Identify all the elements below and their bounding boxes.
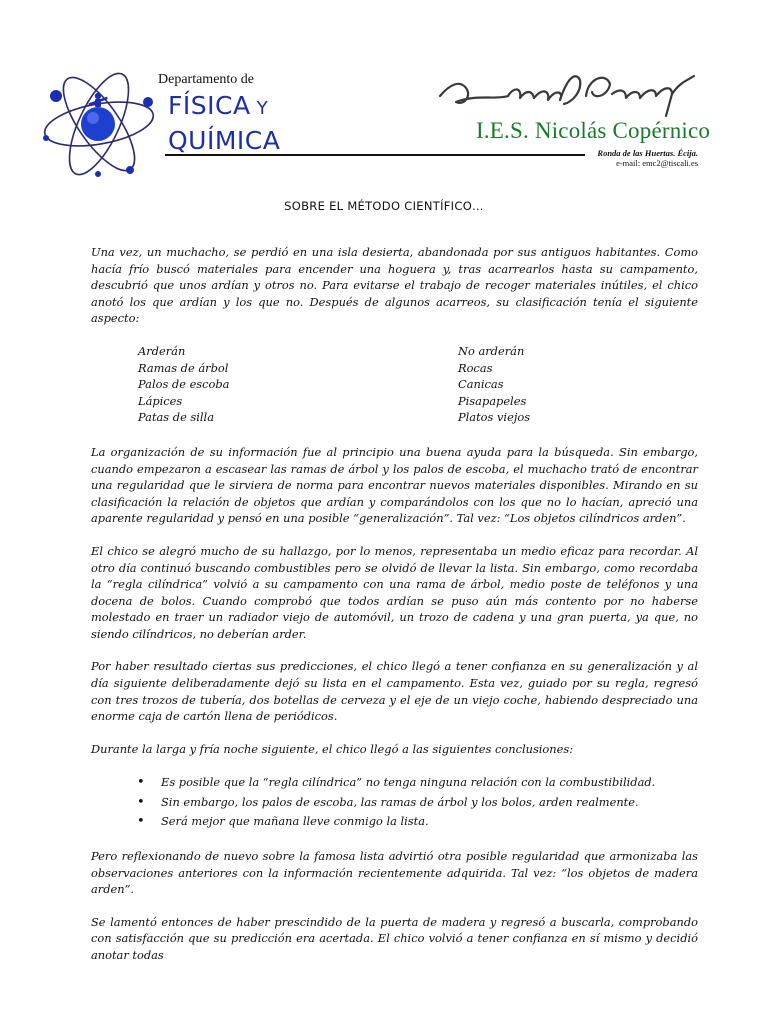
paragraph-7: Se lamentó entonces de haber prescindido de la puerta de madera y regresó a buscarla, comprobando con satisfacción que su predicción era acertada. El chico volvió a tener confianza en sí mismo y decidió anotar todas [91,914,698,962]
list-item: • Será mejor que mañana lleve conmigo la lista. [161,812,698,832]
header-divider [165,154,585,156]
list-item: • Sin embargo, los palos de escoba, las ramas de árbol y los bolos, arden realmente. [161,793,698,813]
paragraph-5: Durante la larga y fría noche siguiente, el chico llegó a las siguientes conclusiones: [91,741,574,756]
list-item: Patas de silla [138,410,214,425]
list-item: Lápices [138,393,183,408]
department-title [168,90,280,157]
paragraph-intro: Una vez, un muchacho, se perdió en una isla desierta, abandonada por sus antiguos habitantes. Como hacía frío buscó materiales para encender una hoguera y, tras acarrearlos hasta su campamento, descubrió que unos ardían y otros no. Para evitarse el trabajo de recoger materiales inútiles, el chico anotó los que ardían y los que no. Después de algunos acarreos, su clasificación tenía el siguiente aspecto: [91,245,698,326]
email-line: e-mail: emc2@tiscali.es [616,158,698,168]
signature-icon [436,66,698,118]
classification-table [91,343,698,426]
conclusions-list [91,773,698,832]
paragraph-3: El chico se alegró mucho de su hallazgo, por lo menos, representaba un medio eficaz para recordar. Al otro día continuó buscando combustibles pero se olvidó de llevar la lista. Sin embargo, como recordaba la “regla cilíndrica” volvió a su campamento con una rama de árbol, medio poste de teléfonos y una docena de bolos. Cuando comprobó que todos ardían se puso aún más contento por no haberse molestado en traer un radiador viejo de automóvil, un trozo de cadena y una gran puerta, ya que, no siendo cilíndricos, no deberían arder. [91,543,698,641]
list-item: Platos viejos [458,410,531,425]
atom-logo-icon [38,66,160,182]
list-item: Palos de escoba [138,377,230,392]
department-prefix: Departamento de [158,72,255,87]
noburn-list [458,343,530,426]
address-line: Ronda de las Huertas. Écija. [597,148,698,158]
document-title: SOBRE EL MÉTODO CIENTÍFICO… [284,199,484,213]
paragraph-4: Por haber resultado ciertas sus predicciones, el chico llegó a tener confianza en su generalización y al día siguiente deliberadamente dejó su lista en el campamento. Esta vez, guiado por su regla, regresó con tres trozos de tubería, dos botellas de cerveza y el eje de un viejo coche, habiendo despreciado una enorme caja de cartón llena de periódicos. [91,659,698,724]
department-line1: FÍSICA [168,91,251,120]
list-item: Rocas [458,360,493,375]
letterhead [0,0,768,190]
department-line2: QUÍMICA [168,126,281,155]
list-item: No arderán [458,343,525,358]
list-item: Canicas [458,377,504,392]
list-item: • Es posible que la “regla cilíndrica” no tenga ninguna relación con la combustibilidad. [161,773,698,793]
school-name: I.E.S. Nicolás Copérnico [476,118,711,143]
department-line1-y: Y [250,98,269,119]
burn-list [138,343,458,426]
list-item: Ramas de árbol [138,360,229,375]
school-address [597,148,698,168]
document-body [91,244,698,980]
paragraph-2: La organización de su información fue al principio una buena ayuda para la búsqueda. Sin embargo, cuando empezaron a escasear las ramas de árbol y los palos de escoba, el muchacho trató de encontrar una regularidad que le sirviera de norma para encontrar nuevos materiales disponibles. Mirando en su clasificación la relación de objetos que ardían y comparándolos con los que no lo hacían, apreció una aparente regularidad y pensó en una posible “generalización”. Tal vez: “Los objetos cilíndricos arden”. [91,444,698,526]
paragraph-6: Pero reflexionando de nuevo sobre la famosa lista advirtió otra posible regularidad que armonizaba las observaciones anteriores con la información recientemente adquirida. Tal vez: “los objetos de madera arden”. [91,848,698,897]
list-item: Arderán [138,343,186,358]
list-item: Pisapapeles [458,393,527,408]
